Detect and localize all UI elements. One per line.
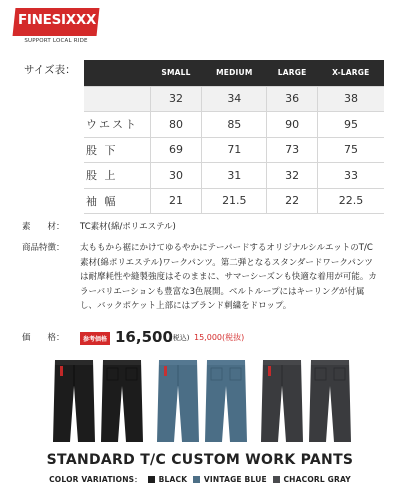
gray-pants-front-image [260, 358, 304, 444]
table-cell: 22.5 [318, 188, 384, 214]
price-main: 16,500 [115, 328, 173, 346]
black-swatch-icon [148, 476, 155, 483]
blue-pants-front-image [156, 358, 200, 444]
logo-tagline: SUPPORT LOCAL RIDE [24, 38, 88, 44]
color-variations [0, 474, 400, 485]
black-pants-front-image [52, 358, 96, 444]
table-cell: 32 [267, 163, 318, 189]
variation-black: BLACK [158, 475, 188, 484]
price-badge: 参考価格 [80, 332, 110, 345]
table-cell: 69 [150, 137, 202, 163]
size-table [84, 60, 384, 214]
product-title: STANDARD T/C CUSTOM WORK PANTS [46, 452, 354, 468]
table-cell: 85 [202, 112, 267, 138]
table-cell: 90 [267, 112, 318, 138]
col-xlarge: X-LARGE [318, 60, 384, 86]
size-table-label: サイズ表： [24, 64, 76, 76]
features-key: 商品特徴： [22, 243, 65, 253]
blue-pants-back-image [204, 358, 248, 444]
table-cell: 36 [267, 86, 318, 112]
table-cell: 31 [202, 163, 267, 189]
table-cell: 21.5 [202, 188, 267, 214]
table-cell: 73 [267, 137, 318, 163]
material-key: 素 材： [22, 222, 65, 232]
variations-label: COLOR VARIATIONS： [49, 475, 142, 484]
row-label: 袖 幅 [84, 188, 150, 214]
row-label: 股 下 [84, 137, 150, 163]
table-cell: 32 [150, 86, 202, 112]
table-row [84, 112, 384, 138]
table-cell: 30 [150, 163, 202, 189]
row-label: ウエスト [84, 112, 150, 138]
gray-swatch-icon [273, 476, 280, 483]
col-medium: MEDIUM [202, 60, 267, 86]
table-cell: 75 [318, 137, 384, 163]
col-large: LARGE [267, 60, 318, 86]
table-row [84, 188, 384, 214]
price-key: 価 格： [22, 333, 65, 343]
table-row [84, 86, 384, 112]
price-without-tax: 15,000(税抜) [194, 333, 245, 342]
table-cell: 80 [150, 112, 202, 138]
price-row [22, 328, 382, 347]
black-pants-back-image [100, 358, 144, 444]
table-cell: 34 [202, 86, 267, 112]
table-cell: 22 [267, 188, 318, 214]
variation-blue: VINTAGE BLUE [203, 475, 267, 484]
variation-gray: CHACORL GRAY [283, 475, 351, 484]
features-value: 太ももから裾にかけてゆるやかにテーパードするオリジナルシルエットのT/C素材(綿ポリエステル)ワークパンツ。第二弾となるスタンダードワークパンツは耐摩耗性や縫製強度はそのままに、サマーシーズンも快適な着用が可能。カラーバリエーションも豊富な3色展開。ベルトループにはキーリングが付属し、バックポケット上部にはブランド刺繍をドロップ。 [80, 243, 377, 312]
size-table-header [84, 60, 384, 86]
header-blank [84, 60, 150, 86]
material-value: TC素材(綿/ポリエステル) [80, 222, 176, 232]
table-cell: 38 [318, 86, 384, 112]
price-tax-label: (税込) [170, 334, 190, 342]
table-cell: 71 [202, 137, 267, 163]
table-cell: 21 [150, 188, 202, 214]
blue-swatch-icon [193, 476, 200, 483]
table-cell: 33 [318, 163, 384, 189]
logo-text: FINESIXXX [18, 12, 97, 28]
gray-pants-back-image [308, 358, 352, 444]
col-small: SMALL [150, 60, 202, 86]
table-cell: 95 [318, 112, 384, 138]
brand-logo [14, 8, 98, 48]
table-row [84, 137, 384, 163]
table-row [84, 163, 384, 189]
row-label [84, 86, 150, 112]
row-label: 股 上 [84, 163, 150, 189]
